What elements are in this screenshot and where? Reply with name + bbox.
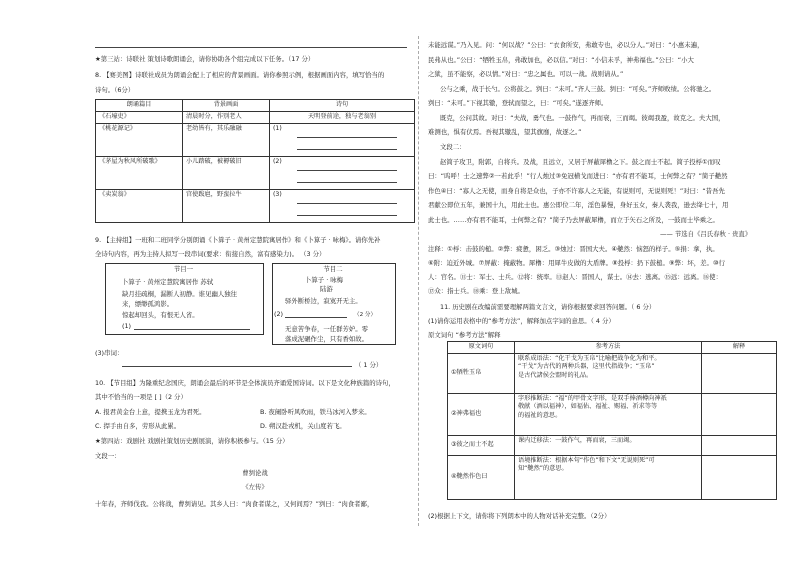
table-header: 参考方法 [515,342,702,354]
para-line: 作色④曰：“寡人之无使，而身自将是众也，子亦不许寡人之无能，有说则可，无说则死！”对曰：“昔吾先 [428,187,725,195]
q11-sub2: (2)根据上下文，请你将下列朗本中的人物对话补充完整。（2分） [428,512,611,520]
text1-source: 《左传》 [242,483,268,491]
table-cell: ③彼之而士不起 [448,435,515,455]
program1-line: 来，缥缈孤鸿影。 [122,300,174,308]
table-header: 朗诵篇目 [96,100,183,112]
table-header: 原文词句 [448,342,515,354]
note-line: ⑥附：迫近外城。⑦屏蔽：掩蔽物。犀橹：用犀牛皮做的大盾牌。⑧投桴：扔下鼓槌。⑨弊：坏，差。⑩行 [428,259,726,267]
answer-cell[interactable] [270,156,415,189]
table-row [448,393,777,435]
para-line: 君献公即位五年，兼国十九，用此士也。惠公即位二年，淫色暴慢，身好玉女，秦人袭我，逊去绛七十，用 [428,201,729,209]
note-line: ⑰众：指士兵。⑱乘：登上敌城。 [428,287,524,295]
blank-number: (2) [274,310,284,318]
table-cell: 《茅屋为秋风所破歌》 [96,156,183,189]
answer-line [297,203,397,204]
blank-number: (1) [273,124,282,132]
method-line: 字形推断法：“福”的甲骨文字形，是双手捧酒樽向神祇 [518,394,667,402]
answer-line [297,170,397,171]
table-row [96,123,415,156]
program2-author: 陆游 [320,285,333,293]
text1-label: 文段一： [95,452,121,460]
table-cell: 《卖炭翁》 [96,189,183,222]
para-line: 未能远谋。”乃入见。问：“何以战？”公曰：“衣食所安，弗敢专也，必以分人。”对曰：“小惠未遍， [428,41,704,49]
method-line: 课内迁移法：一鼓作气，再而衰，三而竭。 [518,436,636,444]
method-line: 的福祉的意思。 [518,411,562,419]
answer-line [297,149,397,150]
answer-cell[interactable] [702,393,777,435]
table-cell: 清晨时分，作别老人 [183,111,270,123]
q9-answer-label: (3)串词： [95,349,124,357]
answer-line[interactable] [285,317,347,318]
q10-option-a[interactable]: A. 报君黄金台上意，提携玉龙为君死。 [95,408,206,416]
method-line: 是古代諸侯会盟时的礼品。 [518,371,593,379]
program2-title: 卜算子 · 咏梅 [305,276,344,284]
q10-option-c[interactable]: C. 捍手由自多，劳形从此累。 [95,422,181,430]
para-line: 此士也。……亦有君不能耳，士何弊之有？”简子乃去屏蔽犀橹，而立于矢石之所及，一鼓而士毕乘之。 [428,216,719,224]
para-line: 之狱，虽不能察，必以情。”对曰：“忠之属也。可以一战。战则请从。” [428,70,624,78]
table-header: 解释 [702,342,777,354]
answer-line [297,215,397,216]
table-cell: ④艴然作色曰 [448,455,515,499]
blank-number: (3) [273,190,282,198]
table-row [448,435,777,455]
program1-title: 卜算子 · 黄州定慧院寓居作 苏轼 [122,278,214,286]
section3-heading: ★第三站：诗联社 策划诗歌朗诵会，请你协助各个组完成以下任务。（17 分） [95,55,315,63]
table-cell: 老幼皆有，其乐融融 [183,123,270,156]
blank-number: (2) [273,157,282,165]
para-line: 民弗从也。”公曰：“牺牲玉帛，弗敢加也，必以信。”对曰：“小信未孚，神弗福也。”公曰：“小大 [428,56,694,64]
method-line: 语境推断法：根据本句“作色”和下文“无说则死”可 [518,456,655,464]
answer-cell[interactable] [702,435,777,455]
table-header-row [448,342,777,354]
q9-line2: 全诗句内容，再为主持人拟写一段串词(要求：衔接自然，富有感染力)。 （3 分） [95,250,326,258]
text2-label: 文段二： [440,143,466,151]
program2-label: 节目二 [323,265,343,273]
answer-line [297,182,397,183]
table-caption: 原文词句 “参考方法”解释 [428,331,501,339]
text1-body: 十年春，齐师伐我。公将战，曹刿请见。其乡人曰：“肉食者谋之，又何间焉？”刿曰：“肉食者鄙， [95,500,374,508]
q11-heading: 11. 历史剧在改编前需要理解两篇文言文，请你根据要求回答问题。（ 6 分） [440,303,656,311]
q11-table [447,341,777,500]
para-line: 赵简子攻卫，附郭，自将兵。及战，且远立，又居于屏蔽犀橹之下。鼓之而士不起。简子投桴①而叹 [440,158,721,166]
column-divider [418,36,419,526]
program1-line: 缺月挂疏桐，漏断人初静。谁见幽人独往 [122,290,238,298]
table-cell: ②神弗福也 [448,393,515,435]
q9-answer-score: （ 1 分） [355,361,383,369]
program2-score: （2 分） [354,312,377,318]
answer-cell[interactable] [270,123,415,156]
method-line: “干戈”为古代的两种兵器，这里代指战争；“玉帛” [518,363,655,370]
para-line: 既克，公问其故。对曰：“夫战，勇气也。一鼓作气，再而衰，三而竭。彼竭我盈，故克之。夫大国， [440,114,725,122]
program2-line: 驿外断桥边，寂寞开无主。 [285,297,362,305]
q8-line1: 8. 【赛美图】诗联社成员为朗诵会配上了相应的背景画面。请你参照示例，根据画面内容，填写恰当的 [95,71,385,79]
text1-title: 曹刿论战 [242,469,268,477]
answer-cell[interactable] [702,353,777,393]
top-rule [95,47,407,48]
note-line: 人：官名。⑪士：军士、士兵。⑫将：统率。⑬赵人：晋国人，谋士。⑭去：逃离。⑮远：远离。⑯使： [428,273,722,281]
table-cell: 宫使跋扈，野蛮拉牛 [183,189,270,222]
program1-label: 节目一 [173,265,194,273]
table-row [96,156,415,189]
answer-line[interactable] [122,366,352,367]
table-header: 诗句 [270,100,415,112]
table-cell [515,353,702,393]
answer-cell[interactable] [270,189,415,222]
program2-line: 落成泥碾作尘，只有香如故。 [285,335,369,343]
table-cell: 《石壕吏》 [96,111,183,123]
table-cell [515,435,702,455]
answer-line[interactable] [134,329,250,330]
q8-line2: 诗句。（6分） [95,86,135,94]
table-header-row [96,100,415,112]
method-line: 联系成语法：“化干戈为玉帛”比喻把战争化为和平。 [518,354,661,362]
para-line: 曰：“呜呼！士之速弊②一若此乎！”行人烛过③免冠横戈而进曰：“亦有君不能耳，士何弊之有？”简子艴然 [428,172,728,180]
table-row [96,189,415,222]
answer-cell[interactable] [702,455,777,499]
table-cell [515,393,702,435]
answer-line [297,137,397,138]
text2-source: —— 节选自《吕氏春秋 · 贵直》 [660,230,752,238]
para-line: 刿曰：“未可。”下视其辙，登轼而望之，曰：“可矣。”遂逐齐师。 [428,99,608,107]
q10-line1: 10. 【节目组】为隆重纪念国庆，朗诵会最后的环节是全体演员齐诵爱国诗词。以下是文化种族篇的诗句， [95,379,395,387]
table-header: 背景画面 [183,100,270,112]
para-line: 难测也，惧有伏焉。吾视其辙乱，望其旗靡，故逐之。” [428,128,582,136]
q10-option-b[interactable]: B. 夜阑卧听风吹雨，铁马冰河入梦来。 [260,408,371,416]
table-cell [515,455,702,499]
table-cell: 《桃花源记》 [96,123,183,156]
table-row [448,455,777,499]
table-cell: 天明登前途，独与老翁别 [270,111,415,123]
program1-line: 惊起却回头，有恨无人省。 [122,311,199,319]
q11-sub1: (1)请你运用表格中的“参考方法”，解释加点字词的意思。（ 4 分） [428,317,615,325]
table-cell: ①牺牲玉帛 [448,353,515,393]
para-line: 公与之乘，战于长勺。公将鼓之。刿曰：“未可。”齐人三鼓。刿曰：“可矣。”齐师败绩。公将驰之。 [440,85,716,93]
q9-line1: 9. 【主持组】一班和二班同学分别朗诵《卜算子 · 黄州定慧院寓居作》和《卜算子 · 咏梅》。请你先补 [95,236,381,244]
q10-option-d[interactable]: D. 朔汉赴戎机，关山度若飞。 [260,422,346,430]
method-line: 敬献（酒以福神），如福佑、福祉、赐福、祈求等等 [518,403,658,410]
table-row [448,353,777,393]
method-line: 知“艴然”的意思。 [518,465,568,472]
program2-line: 无意苦争春，一任群芳妒。零 [285,325,369,333]
section4-heading: ★第四站：戏剧社 戏剧社策划历史剧展演，请你积极参与。（15 分） [95,437,289,445]
note-line: 注释：①桴：击鼓的槌。②弊：疲惫，困乏。③烛过：晋国大夫。④艴然：恼怒的样子。⑤捐：拿，执。 [428,245,719,253]
table-row [96,111,415,123]
blank-number: (1) [122,322,132,330]
q10-line2: 其中不恰当的一项是 [ ]（2 分） [95,393,187,401]
table-cell: 小儿踏破，被褥破旧 [183,156,270,189]
